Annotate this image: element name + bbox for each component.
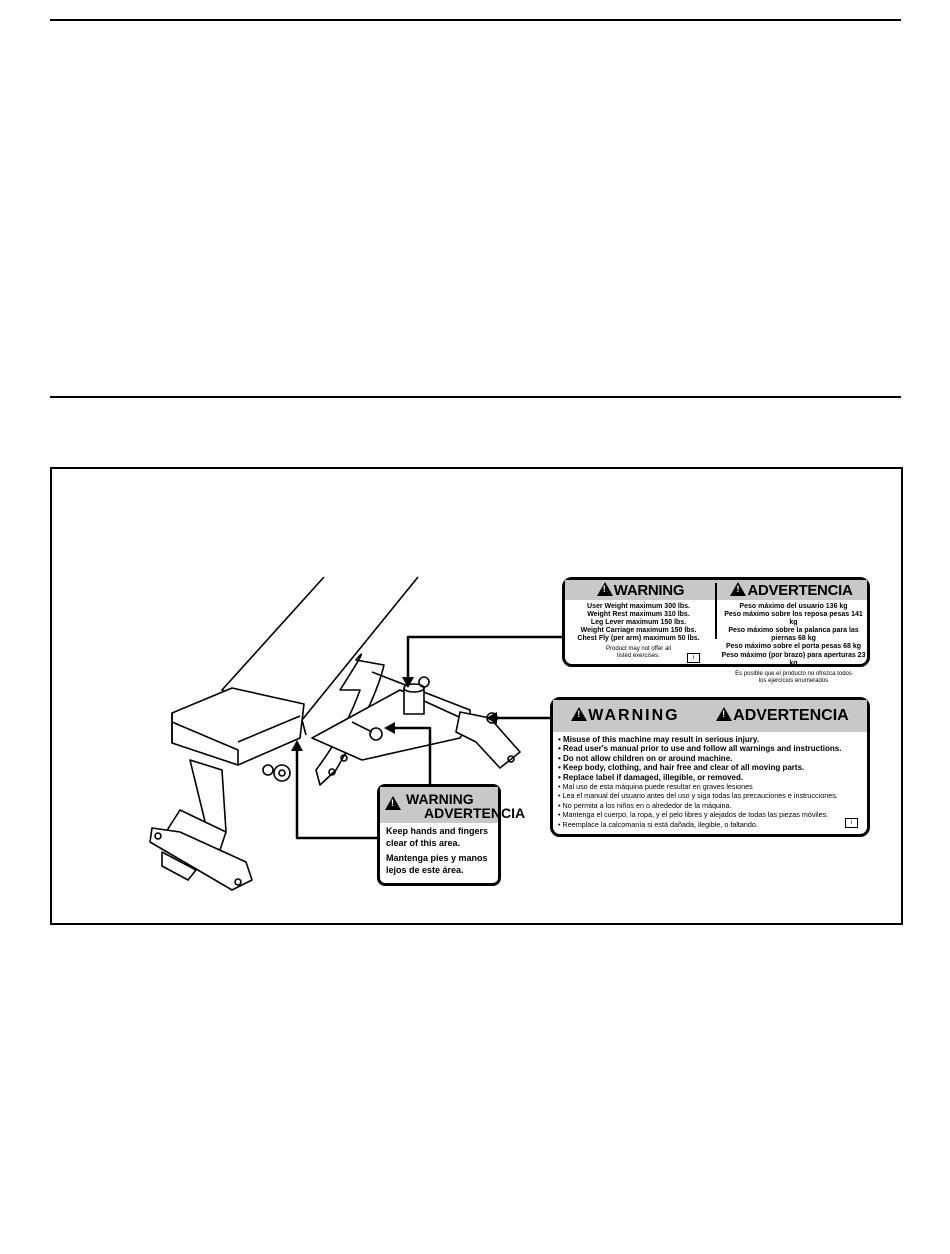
label2-title-en-box (571, 707, 679, 725)
label1-title-es-box (716, 582, 867, 599)
manual-book-icon: i (687, 653, 700, 663)
label1-title-es: ADVERTENCIA (747, 581, 853, 599)
label3-body (380, 823, 498, 876)
label1-line: Weight Carriage maximum 150 lbs. (580, 627, 697, 635)
label2-title-en: WARNING (588, 707, 680, 724)
manual-book-icon: i (845, 818, 858, 828)
list-item: • Misuse of this machine may result in serious injury. (558, 735, 759, 744)
warning-triangle-icon (571, 707, 587, 721)
label1-line: Peso máximo (por brazo) para aperturas 23 kg (721, 651, 866, 667)
label1-divider (715, 583, 717, 639)
note-line: Es posible que el producto no ofrezca todos (735, 670, 852, 677)
warning-triangle-icon (597, 582, 613, 596)
weight-limit-warning-label (562, 577, 870, 684)
label1-line: User Weight maximum 300 lbs. (587, 603, 690, 610)
label3-line: lejos de este área. (386, 865, 464, 875)
note-line: Product may not offer all (606, 646, 671, 653)
list-item: • Reemplace la calcomanía si está dañada, ilegible, o faltando. (558, 819, 758, 829)
list-item: • Lea el manual del usuario antes del uso y siga todas las precauciones e instrucciones. (558, 791, 838, 801)
label3-title-en: WARNING (406, 791, 474, 807)
label1-line: Leg Lever maximum 150 lbs. (590, 619, 687, 627)
label3-line: clear of this area. (386, 838, 461, 848)
warning-triangle-icon (716, 707, 732, 721)
list-item: • Replace label if damaged, illegible, or removed. (558, 772, 744, 782)
label1-title-en: WARNING (613, 581, 685, 599)
label1-title-en-box (565, 582, 716, 599)
label3-line: Keep hands and fingers (386, 826, 489, 836)
label3-line: Mantenga pies y manos (386, 853, 488, 863)
note-line: los ejercicios enumerados (758, 677, 829, 684)
label1-line: Peso máximo sobre los reposa pesas 141 kg (724, 611, 863, 627)
label1-english-column (565, 603, 712, 685)
label1-note-es (720, 671, 867, 685)
label1-line: Peso máximo sobre el porta pesas 68 kg (725, 643, 861, 651)
label1-line: Peso máximo del usuario 136 kg (739, 603, 848, 610)
warning-triangle-icon (385, 796, 401, 810)
label2-warning-list (553, 732, 867, 829)
list-item: • Keep body, clothing, and hair free and clear of all moving parts. (558, 763, 805, 773)
label2-title-es-box (716, 707, 849, 725)
general-warning-label (550, 697, 870, 837)
warning-triangle-icon (730, 582, 746, 596)
label2-title-es: ADVERTENCIA (733, 707, 849, 724)
callout-line-1 (408, 637, 562, 680)
list-item: • Mal uso de esta máquina puede resultar en graves lesiones (558, 782, 753, 792)
list-item: • No permita a los niños en o alrededor de la máquina. (558, 800, 732, 810)
note-line: listed exercises. (617, 653, 660, 660)
list-item: • Read user's manual prior to use and follow all warnings and instructions. (558, 744, 842, 754)
list-item: • Mantenga el cuerpo, la ropa, y el pelo libres y alejados de todas las piezas móviles. (558, 810, 829, 820)
label1-line: Chest Fly (per arm) maximum 50 lbs. (577, 635, 700, 643)
label1-line: Weight Rest maximum 310 lbs. (587, 611, 690, 619)
pinch-point-warning-label (377, 784, 526, 886)
label1-line: Peso máximo sobre la palanca para las piernas 68 kg (728, 627, 859, 643)
label3-title-es: ADVERTENCIA (424, 805, 526, 821)
label1-spanish-column (720, 603, 867, 685)
list-item: • Do not allow children on or around machine. (558, 753, 733, 763)
